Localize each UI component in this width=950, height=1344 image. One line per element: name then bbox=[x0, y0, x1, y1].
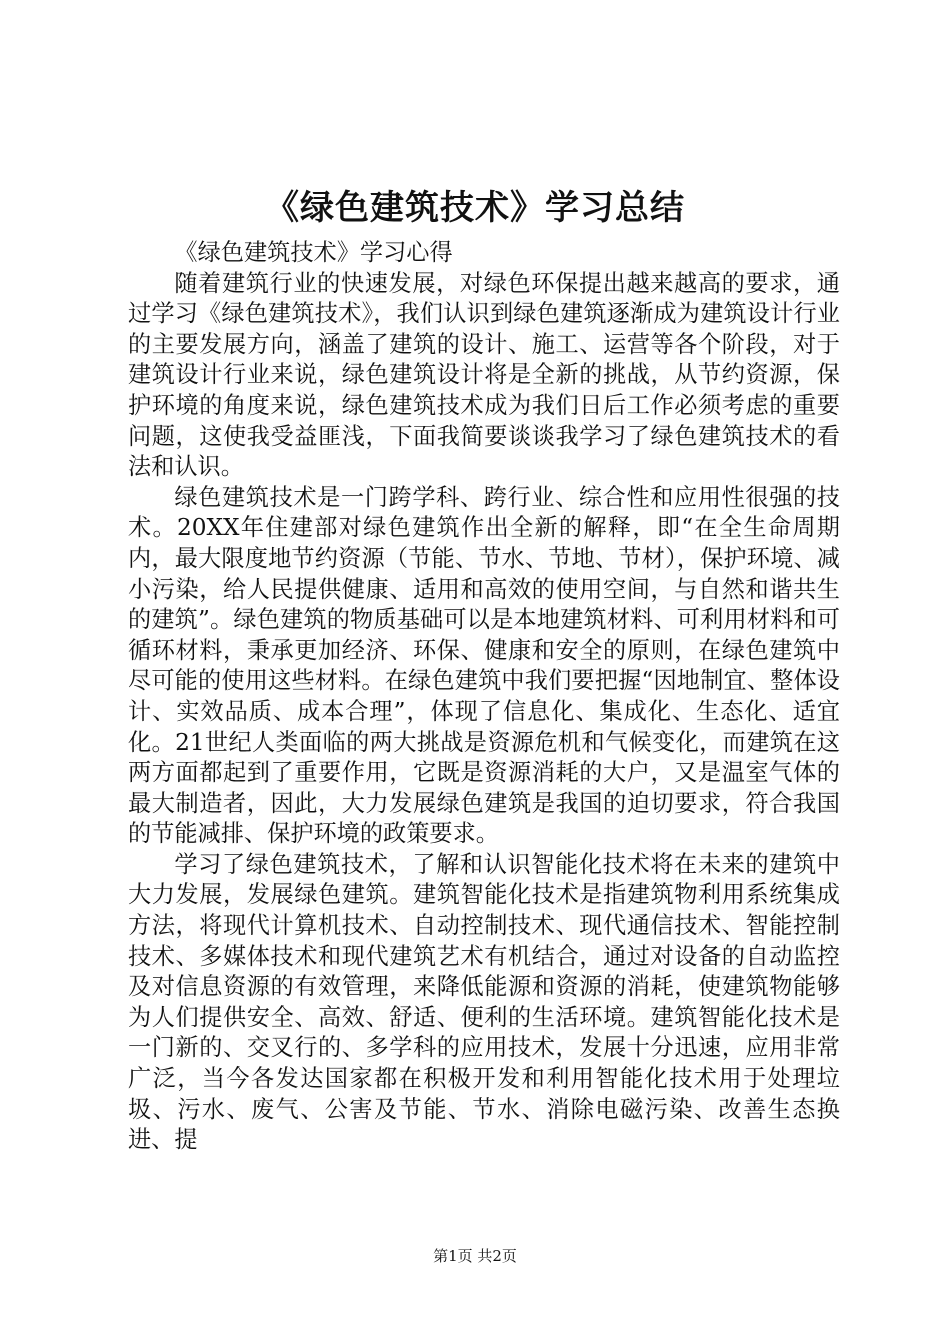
paragraph-definition: 绿色建筑技术是一门跨学科、跨行业、综合性和应用性很强的技术。20XX年住建部对绿色建筑作出全新的解释，即“在全生命周期内，最大限度地节约资源（节能、节水、节地、节材），保护环境、减小污染，给人民提供健康、适用和高效的使用空间，与自然和谐共生的建筑”。绿色建筑的物质基础可以是本地建筑材料、可利用材料和可循环材料，秉承更加经济、环保、健康和安全的原则，在绿色建筑中尽可能的使用这些材料。在绿色建筑中我们要把握“因地制宜、整体设计、实效品质、成本合理”，体现了信息化、集成化、生态化、适宜化。21世纪人类面临的两大挑战是资源危机和气候变化，而建筑在这两方面都起到了重要作用，它既是资源消耗的大户，又是温室气体的最大制造者，因此，大力发展绿色建筑是我国的迫切要求，符合我国的节能减排、保护环境的政策要求。 bbox=[128, 483, 840, 848]
paragraph-intelligent-tech: 学习了绿色建筑技术，了解和认识智能化技术将在未来的建筑中大力发展，发展绿色建筑。建筑智能化技术是指建筑物利用系统集成方法，将现代计算机技术、自动控制技术、现代通信技术、智能控制技术、多媒体技术和现代建筑艺术有机结合，通过对设备的自动监控及对信息资源的有效管理，来降低能源和资源的消耗，使建筑物能够为人们提供安全、高效、舒适、便利的生活环境。建筑智能化技术是一门新的、交叉行的、多学科的应用技术，发展十分迅速，应用非常广泛，当今各发达国家都在积极开发和利用智能化技术用于处理垃圾、污水、废气、公害及节能、节水、消除电磁污染、改善生态换进、提 bbox=[128, 850, 840, 1154]
document-body bbox=[128, 238, 840, 1156]
paragraph-intro: 随着建筑行业的快速发展，对绿色环保提出越来越高的要求，通过学习《绿色建筑技术》，我们认识到绿色建筑逐渐成为建筑设计行业的主要发展方向，涵盖了建筑的设计、施工、运营等各个阶段，对于建筑设计行业来说，绿色建筑设计将是全新的挑战，从节约资源，保护环境的角度来说，绿色建筑技术成为我们日后工作必须考虑的重要问题，这使我受益匪浅，下面我简要谈谈我学习了绿色建筑技术的看法和认识。 bbox=[128, 269, 840, 481]
page-footer: 第1页 共2页 bbox=[433, 1247, 517, 1265]
document-subtitle: 《绿色建筑技术》学习心得 bbox=[174, 239, 453, 266]
document-title: 《绿色建筑技术》学习总结 bbox=[265, 188, 685, 228]
